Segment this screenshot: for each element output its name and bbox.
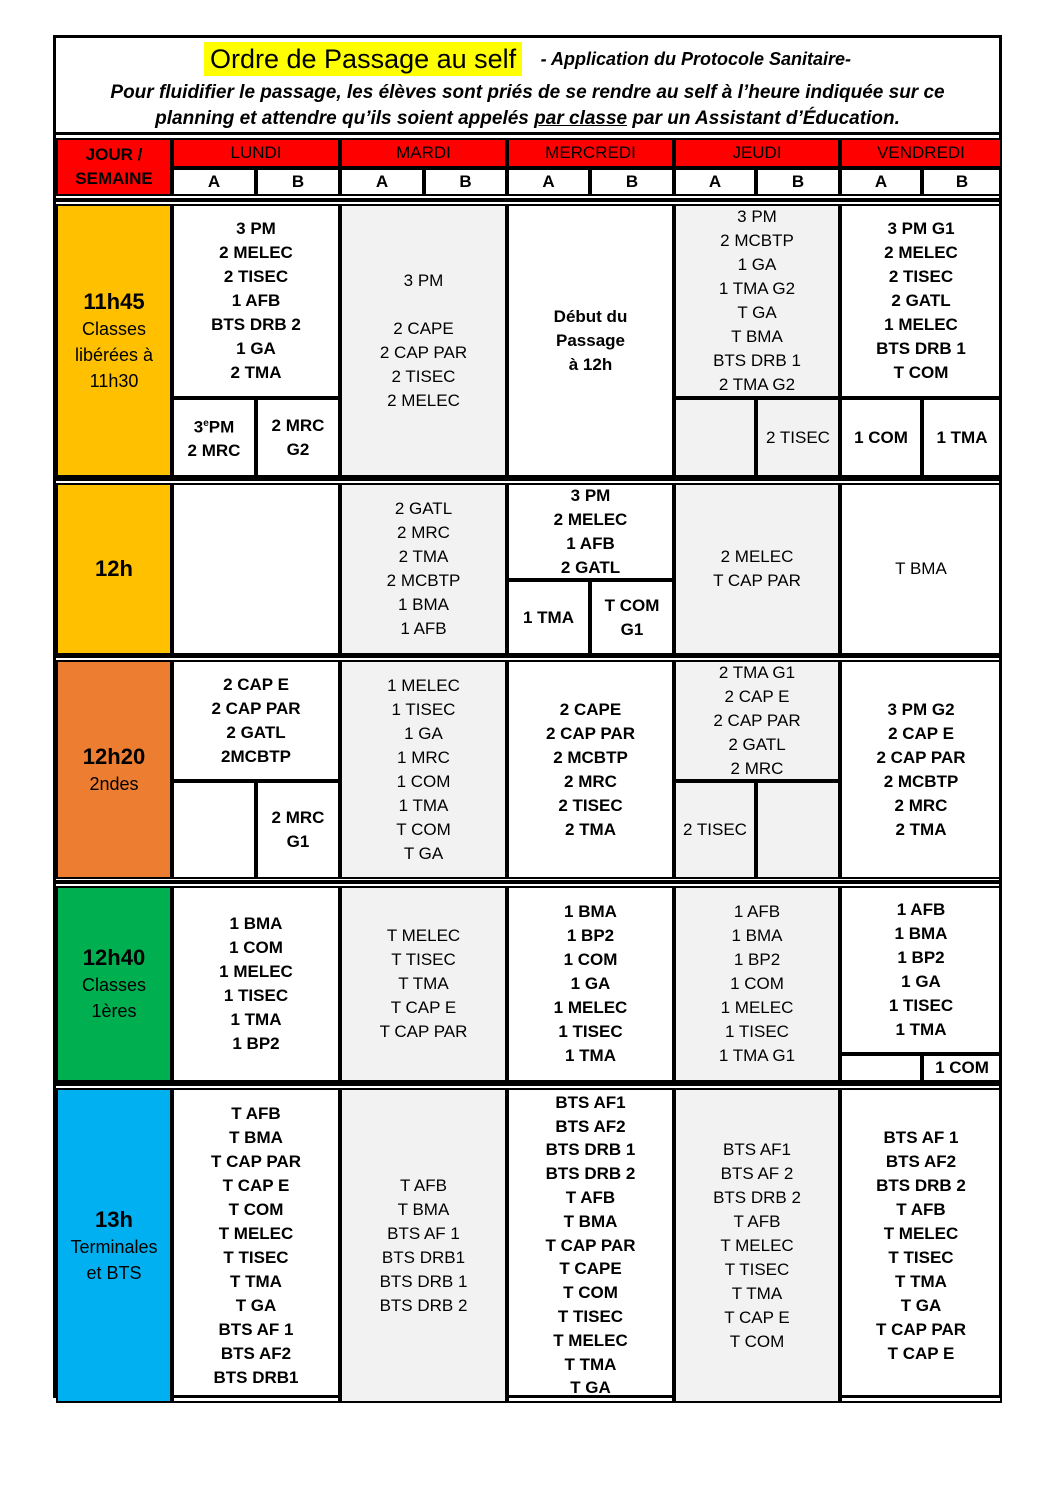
class-entry: T CAP PAR bbox=[379, 1022, 468, 1041]
class-entry: T CAP E bbox=[724, 1307, 790, 1327]
class-entry: 2 TISEC bbox=[391, 366, 456, 386]
class-entry: 2 TMA bbox=[230, 363, 282, 382]
class-entry: T GA bbox=[403, 843, 444, 863]
time-sublabel: Terminales bbox=[70, 1236, 158, 1257]
class-entry: T GA bbox=[570, 1378, 611, 1398]
class-entry: T TMA bbox=[398, 974, 449, 993]
class-entry: 2MCBTP bbox=[221, 746, 291, 766]
document-header bbox=[56, 38, 999, 135]
class-entry: T BMA bbox=[563, 1211, 618, 1231]
class-entry: 2 TISEC bbox=[683, 820, 747, 839]
class-entry: 1 TMA bbox=[936, 427, 988, 447]
class-entry: G1 bbox=[620, 619, 644, 639]
time-sublabel: et BTS bbox=[86, 1262, 142, 1283]
class-entry: T TISEC bbox=[391, 950, 456, 969]
jeudi-11h45-b bbox=[756, 398, 840, 477]
class-entry: 2 TMA bbox=[398, 547, 449, 566]
class-entry: 1 TMA bbox=[523, 607, 574, 627]
class-entry: 3ePM bbox=[193, 417, 235, 437]
class-entry: BTS DRB 2 bbox=[713, 1187, 801, 1207]
day-header-vendredi: VENDREDI bbox=[840, 138, 1002, 168]
class-entry: 1 BMA bbox=[564, 902, 617, 921]
vendredi-12h40-a bbox=[840, 1054, 922, 1082]
class-entry: T TISEC bbox=[724, 1259, 790, 1279]
class-entry: BTS DRB 2 bbox=[876, 1175, 966, 1195]
instruction-line-2 bbox=[56, 106, 999, 131]
mercredi-12h bbox=[507, 483, 674, 580]
class-entry: BTS AF 1 bbox=[387, 1223, 460, 1243]
class-entry: 3 PM bbox=[570, 485, 611, 505]
time-slot-12h40 bbox=[56, 886, 172, 1082]
week-a-header: A bbox=[840, 168, 922, 196]
class-entry: T BMA bbox=[397, 1199, 450, 1219]
class-entry: 2 TMA bbox=[895, 819, 947, 839]
title-line bbox=[56, 42, 999, 76]
class-entry: BTS AF 2 bbox=[720, 1163, 794, 1183]
class-entry: T AFB bbox=[565, 1188, 616, 1207]
class-entry: 2 GATL bbox=[891, 291, 951, 310]
class-entry: 2 GATL bbox=[560, 557, 621, 577]
class-entry: 2 TMA bbox=[565, 819, 616, 839]
week-a-header: A bbox=[674, 168, 756, 196]
time-slot-12h bbox=[56, 483, 172, 655]
vendredi-13h bbox=[840, 1088, 1002, 1403]
lundi-12h20-a bbox=[172, 781, 256, 879]
week-b-header: B bbox=[256, 168, 340, 196]
class-entry: T COM bbox=[893, 363, 949, 382]
jeudi-12h20-a bbox=[674, 781, 756, 879]
vendredi-11h45 bbox=[840, 204, 1002, 398]
jeudi-12h40 bbox=[674, 886, 840, 1082]
page-title: Ordre de Passage au self bbox=[204, 42, 522, 76]
class-entry: 2 CAP PAR bbox=[379, 342, 468, 362]
class-entry: T AFB bbox=[231, 1103, 281, 1123]
class-entry: 3 PM bbox=[737, 207, 777, 226]
class-entry: 1 TMA bbox=[565, 1046, 616, 1065]
class-entry: 2 MRC bbox=[271, 808, 325, 827]
class-entry: 1 AFB bbox=[566, 533, 615, 553]
class-entry: 2 MRC bbox=[894, 795, 948, 815]
class-entry: 2 CAP E bbox=[724, 686, 790, 706]
class-entry: 1 GA bbox=[236, 339, 276, 358]
class-entry: 2 MRC bbox=[397, 523, 450, 542]
class-entry: à 12h bbox=[568, 354, 613, 374]
jeudi-12h20 bbox=[674, 660, 840, 781]
class-entry: BTS AF 1 bbox=[883, 1127, 959, 1147]
class-entry: 1 BP2 bbox=[733, 950, 781, 969]
class-entry: T CAP PAR bbox=[713, 571, 801, 590]
lundi-12h20 bbox=[172, 660, 340, 781]
class-entry: 2 TISEC bbox=[888, 267, 954, 286]
class-entry: 1 COM bbox=[854, 427, 908, 447]
class-entry: 1 COM bbox=[563, 950, 618, 969]
class-entry: BTS DRB1 bbox=[213, 1367, 299, 1387]
class-entry: Début du bbox=[553, 306, 628, 326]
time-sublabel: 1ères bbox=[91, 1001, 137, 1021]
class-entry: 2 CAPE bbox=[559, 699, 622, 719]
class-entry: T TISEC bbox=[223, 1247, 289, 1267]
class-entry: T COM bbox=[563, 1283, 618, 1303]
class-entry: 1 COM bbox=[229, 938, 283, 957]
corner-label: JOUR / bbox=[85, 145, 143, 164]
class-entry: 2 TISEC bbox=[766, 427, 830, 447]
class-entry: T COM bbox=[604, 595, 660, 615]
class-entry: 1 COM bbox=[935, 1058, 989, 1077]
row-separator bbox=[56, 880, 999, 884]
vendredi-12h40 bbox=[840, 886, 1002, 1054]
mercredi-12h-b bbox=[590, 580, 674, 655]
class-entry: 1 MELEC bbox=[720, 998, 794, 1017]
class-entry: 1 TISEC bbox=[391, 699, 456, 719]
class-entry: 2 MELEC bbox=[884, 243, 958, 262]
lundi-12h40 bbox=[172, 886, 340, 1082]
class-entry: BTS AF2 bbox=[555, 1116, 626, 1136]
class-entry: 1 TISEC bbox=[888, 996, 954, 1015]
row-separator bbox=[56, 477, 999, 481]
class-entry: BTS DRB 2 bbox=[211, 315, 301, 334]
lundi-12h bbox=[172, 483, 340, 655]
class-entry: T BMA bbox=[229, 1127, 283, 1147]
class-entry: 1 COM bbox=[730, 974, 784, 993]
class-entry: G2 bbox=[286, 439, 310, 459]
class-entry: BTS DRB 1 bbox=[545, 1140, 636, 1160]
class-entry: T CAP E bbox=[887, 1343, 955, 1363]
time-slot-13h bbox=[56, 1088, 172, 1403]
class-entry: T CAP E bbox=[390, 998, 457, 1017]
class-entry: 1 BP2 bbox=[566, 926, 615, 945]
class-entry: BTS AF2 bbox=[220, 1343, 292, 1363]
instruction-underlined: par classe bbox=[534, 108, 628, 129]
class-entry: 1 GA bbox=[901, 972, 941, 991]
class-entry: 2 CAP PAR bbox=[211, 698, 301, 718]
class-entry: BTS AF1 bbox=[555, 1092, 626, 1112]
lundi-11h45 bbox=[172, 204, 340, 398]
lundi-11h45-a bbox=[172, 398, 256, 477]
corner-header bbox=[56, 138, 172, 196]
week-b-header: B bbox=[756, 168, 840, 196]
vendredi-12h20 bbox=[840, 660, 1002, 879]
class-entry: BTS DRB 1 bbox=[379, 1271, 468, 1291]
class-entry: 2 MRC bbox=[187, 441, 241, 461]
instruction-text-end: par un Assistant d’Éducation. bbox=[627, 108, 900, 129]
class-entry: T MELEC bbox=[883, 1223, 959, 1243]
week-b-header: B bbox=[424, 168, 507, 196]
time-sublabel: 11h30 bbox=[89, 370, 139, 391]
jeudi-12h bbox=[674, 483, 840, 655]
class-entry bbox=[421, 293, 426, 317]
class-entry: 1 GA bbox=[570, 974, 611, 993]
mardi-12h bbox=[340, 483, 507, 655]
class-entry: 1 TMA G2 bbox=[718, 279, 796, 298]
class-entry: BTS AF 1 bbox=[218, 1319, 294, 1339]
class-entry: 1 BP2 bbox=[232, 1034, 280, 1053]
class-entry: 1 TISEC bbox=[223, 986, 289, 1005]
week-a-header: A bbox=[507, 168, 590, 196]
class-entry: 2 CAP PAR bbox=[545, 723, 636, 743]
class-entry: T CAPE bbox=[559, 1259, 622, 1279]
day-header-mercredi: MERCREDI bbox=[507, 138, 674, 168]
time-sublabel: 2ndes bbox=[89, 773, 139, 794]
time-label: 13h bbox=[95, 1206, 133, 1232]
class-entry: T TISEC bbox=[557, 1306, 624, 1326]
class-entry: T TMA bbox=[564, 1354, 617, 1374]
class-entry: T TMA bbox=[895, 1271, 947, 1291]
class-entry: T GA bbox=[737, 303, 777, 322]
class-entry: T GA bbox=[900, 1295, 942, 1315]
class-entry: 1 GA bbox=[737, 255, 777, 274]
class-entry: 3 PM bbox=[403, 270, 444, 290]
class-entry: T CAP PAR bbox=[875, 1319, 967, 1339]
class-entry: T MELEC bbox=[218, 1223, 294, 1243]
class-entry: T TISEC bbox=[888, 1247, 954, 1267]
mercredi-12h20 bbox=[507, 660, 674, 879]
class-entry: T MELEC bbox=[720, 1235, 794, 1255]
class-entry: T CAP E bbox=[222, 1175, 290, 1195]
class-entry: 1 AFB bbox=[896, 900, 946, 919]
class-entry: T BMA bbox=[895, 559, 947, 578]
mardi-12h20 bbox=[340, 660, 507, 879]
class-entry: 2 CAP PAR bbox=[876, 747, 966, 767]
class-entry: T MELEC bbox=[386, 926, 461, 945]
class-entry: T COM bbox=[228, 1199, 284, 1219]
class-entry: 1 TISEC bbox=[558, 1022, 623, 1041]
class-entry: 1 TMA bbox=[398, 795, 449, 815]
class-entry: 1 MELEC bbox=[387, 675, 460, 695]
class-entry: 2 CAPE bbox=[393, 318, 454, 338]
time-slot-12h20 bbox=[56, 660, 172, 879]
time-label: 12h bbox=[95, 556, 133, 581]
mardi-12h40 bbox=[340, 886, 507, 1082]
week-b-header: B bbox=[922, 168, 1002, 196]
class-entry: 1 BMA bbox=[229, 914, 283, 933]
jeudi-11h45 bbox=[674, 204, 840, 398]
class-entry: 3 PM bbox=[236, 219, 276, 238]
class-entry: 2 MELEC bbox=[553, 509, 628, 529]
week-a-header: A bbox=[172, 168, 256, 196]
jeudi-13h bbox=[674, 1088, 840, 1403]
row-separator bbox=[56, 1082, 999, 1086]
class-entry: T TMA bbox=[230, 1271, 282, 1291]
class-entry: 2 TMA G2 bbox=[718, 375, 796, 394]
instruction-text: planning et attendre qu’ils soient appelés bbox=[155, 108, 535, 129]
time-sublabel: libérées à bbox=[74, 344, 154, 365]
vendredi-11h45-a bbox=[840, 398, 922, 477]
class-entry: 1 AFB bbox=[231, 291, 281, 310]
class-entry: 2 CAP PAR bbox=[713, 710, 801, 730]
page-subtitle: - Application du Protocole Sanitaire- bbox=[540, 48, 851, 69]
class-entry: 1 MELEC bbox=[553, 998, 628, 1017]
class-entry: 2 MCBTP bbox=[553, 747, 628, 767]
class-entry: 2 TISEC bbox=[223, 267, 289, 286]
class-entry: 2 GATL bbox=[226, 722, 286, 742]
class-entry: BTS DRB1 bbox=[381, 1247, 466, 1267]
class-entry: T CAP PAR bbox=[545, 1235, 636, 1255]
class-entry: 2 MCBTP bbox=[883, 771, 959, 791]
mercredi-12h40 bbox=[507, 886, 674, 1082]
class-entry: 1 TMA bbox=[230, 1010, 282, 1029]
class-entry: 2 MCBTP bbox=[386, 571, 461, 590]
week-a-header: A bbox=[340, 168, 424, 196]
instruction-line-1: Pour fluidifier le passage, les élèves sont priés de se rendre au self à l’heure indiquée sur ce bbox=[110, 82, 945, 103]
class-entry: BTS DRB 1 bbox=[713, 351, 801, 370]
class-entry: 2 MELEC bbox=[387, 390, 460, 410]
row-separator bbox=[56, 198, 999, 202]
class-entry: 1 COM bbox=[396, 771, 451, 791]
class-entry: 2 MELEC bbox=[219, 243, 293, 262]
class-entry: BTS DRB 1 bbox=[876, 339, 966, 358]
class-entry: 2 GATL bbox=[394, 499, 453, 518]
class-entry: T BMA bbox=[731, 327, 783, 346]
class-entry: 1 TMA G1 bbox=[718, 1046, 796, 1065]
class-entry: 1 MRC bbox=[397, 747, 450, 767]
class-entry: T CAP PAR bbox=[210, 1151, 302, 1171]
class-entry: 2 MRC bbox=[564, 771, 617, 791]
class-entry: 2 TISEC bbox=[558, 795, 623, 815]
class-entry: 3 PM G1 bbox=[887, 219, 955, 238]
class-entry: 2 TMA G1 bbox=[718, 662, 796, 682]
class-entry: 1 BMA bbox=[731, 926, 783, 945]
class-entry: 2 CAP E bbox=[223, 674, 289, 694]
class-entry: T AFB bbox=[400, 1175, 447, 1195]
class-entry: T COM bbox=[729, 1331, 785, 1351]
class-entry: 2 CAP E bbox=[888, 723, 954, 743]
lundi-13h bbox=[172, 1088, 340, 1403]
class-entry: BTS DRB 2 bbox=[545, 1164, 636, 1184]
week-b-header: B bbox=[590, 168, 674, 196]
class-entry: 1 TISEC bbox=[725, 1022, 789, 1041]
class-entry: 1 BMA bbox=[894, 924, 948, 943]
mercredi-13h bbox=[507, 1088, 674, 1403]
time-sublabel: Classes bbox=[81, 975, 147, 995]
mardi-13h bbox=[340, 1088, 507, 1403]
class-entry: 1 TMA bbox=[895, 1020, 947, 1039]
lundi-11h45-b bbox=[256, 398, 340, 477]
class-entry: G1 bbox=[286, 832, 310, 851]
class-entry: 2 MRC bbox=[730, 758, 784, 778]
class-entry: T TMA bbox=[731, 1283, 783, 1303]
time-label: 12h40 bbox=[82, 945, 146, 970]
class-entry: 1 AFB bbox=[400, 619, 447, 638]
time-label: 11h45 bbox=[83, 288, 145, 314]
class-entry: 1 GA bbox=[404, 723, 443, 743]
time-sublabel: Classes bbox=[81, 318, 147, 339]
class-entry: BTS DRB 2 bbox=[379, 1295, 468, 1315]
lundi-12h20-b bbox=[256, 781, 340, 879]
jeudi-11h45-a bbox=[674, 398, 756, 477]
class-entry: T GA bbox=[235, 1295, 277, 1315]
class-entry: 2 MCBTP bbox=[720, 231, 794, 250]
time-label: 12h20 bbox=[82, 743, 146, 769]
class-entry: T COM bbox=[396, 819, 451, 839]
mardi-11h45 bbox=[340, 204, 507, 477]
vendredi-12h bbox=[840, 483, 1002, 655]
corner-label: SEMAINE bbox=[75, 169, 153, 188]
class-entry: 1 BMA bbox=[397, 595, 450, 614]
class-entry: 2 MRC bbox=[271, 415, 325, 435]
class-entry: 1 BP2 bbox=[897, 948, 945, 967]
class-entry: Passage bbox=[556, 330, 625, 350]
day-header-lundi: LUNDI bbox=[172, 138, 340, 168]
mercredi-11h45 bbox=[507, 204, 674, 477]
class-entry: T AFB bbox=[896, 1199, 946, 1219]
class-entry: 1 MELEC bbox=[219, 962, 293, 981]
class-entry: 3 PM G2 bbox=[887, 699, 955, 719]
class-entry: T MELEC bbox=[553, 1330, 628, 1350]
class-entry: BTS AF2 bbox=[885, 1151, 957, 1171]
class-entry: 2 MELEC bbox=[720, 547, 794, 566]
jeudi-12h20-b bbox=[756, 781, 840, 879]
vendredi-12h40-b bbox=[922, 1054, 1002, 1082]
mercredi-12h-a bbox=[507, 580, 590, 655]
time-slot-11h45 bbox=[56, 204, 172, 477]
class-entry: 2 GATL bbox=[728, 734, 786, 754]
class-entry: 1 MELEC bbox=[884, 315, 958, 334]
vendredi-11h45-b bbox=[922, 398, 1002, 477]
class-entry: 1 AFB bbox=[733, 902, 781, 921]
class-entry: T AFB bbox=[733, 1211, 781, 1231]
class-entry: BTS AF1 bbox=[722, 1139, 792, 1159]
day-header-mardi: MARDI bbox=[340, 138, 507, 168]
day-header-jeudi: JEUDI bbox=[674, 138, 840, 168]
